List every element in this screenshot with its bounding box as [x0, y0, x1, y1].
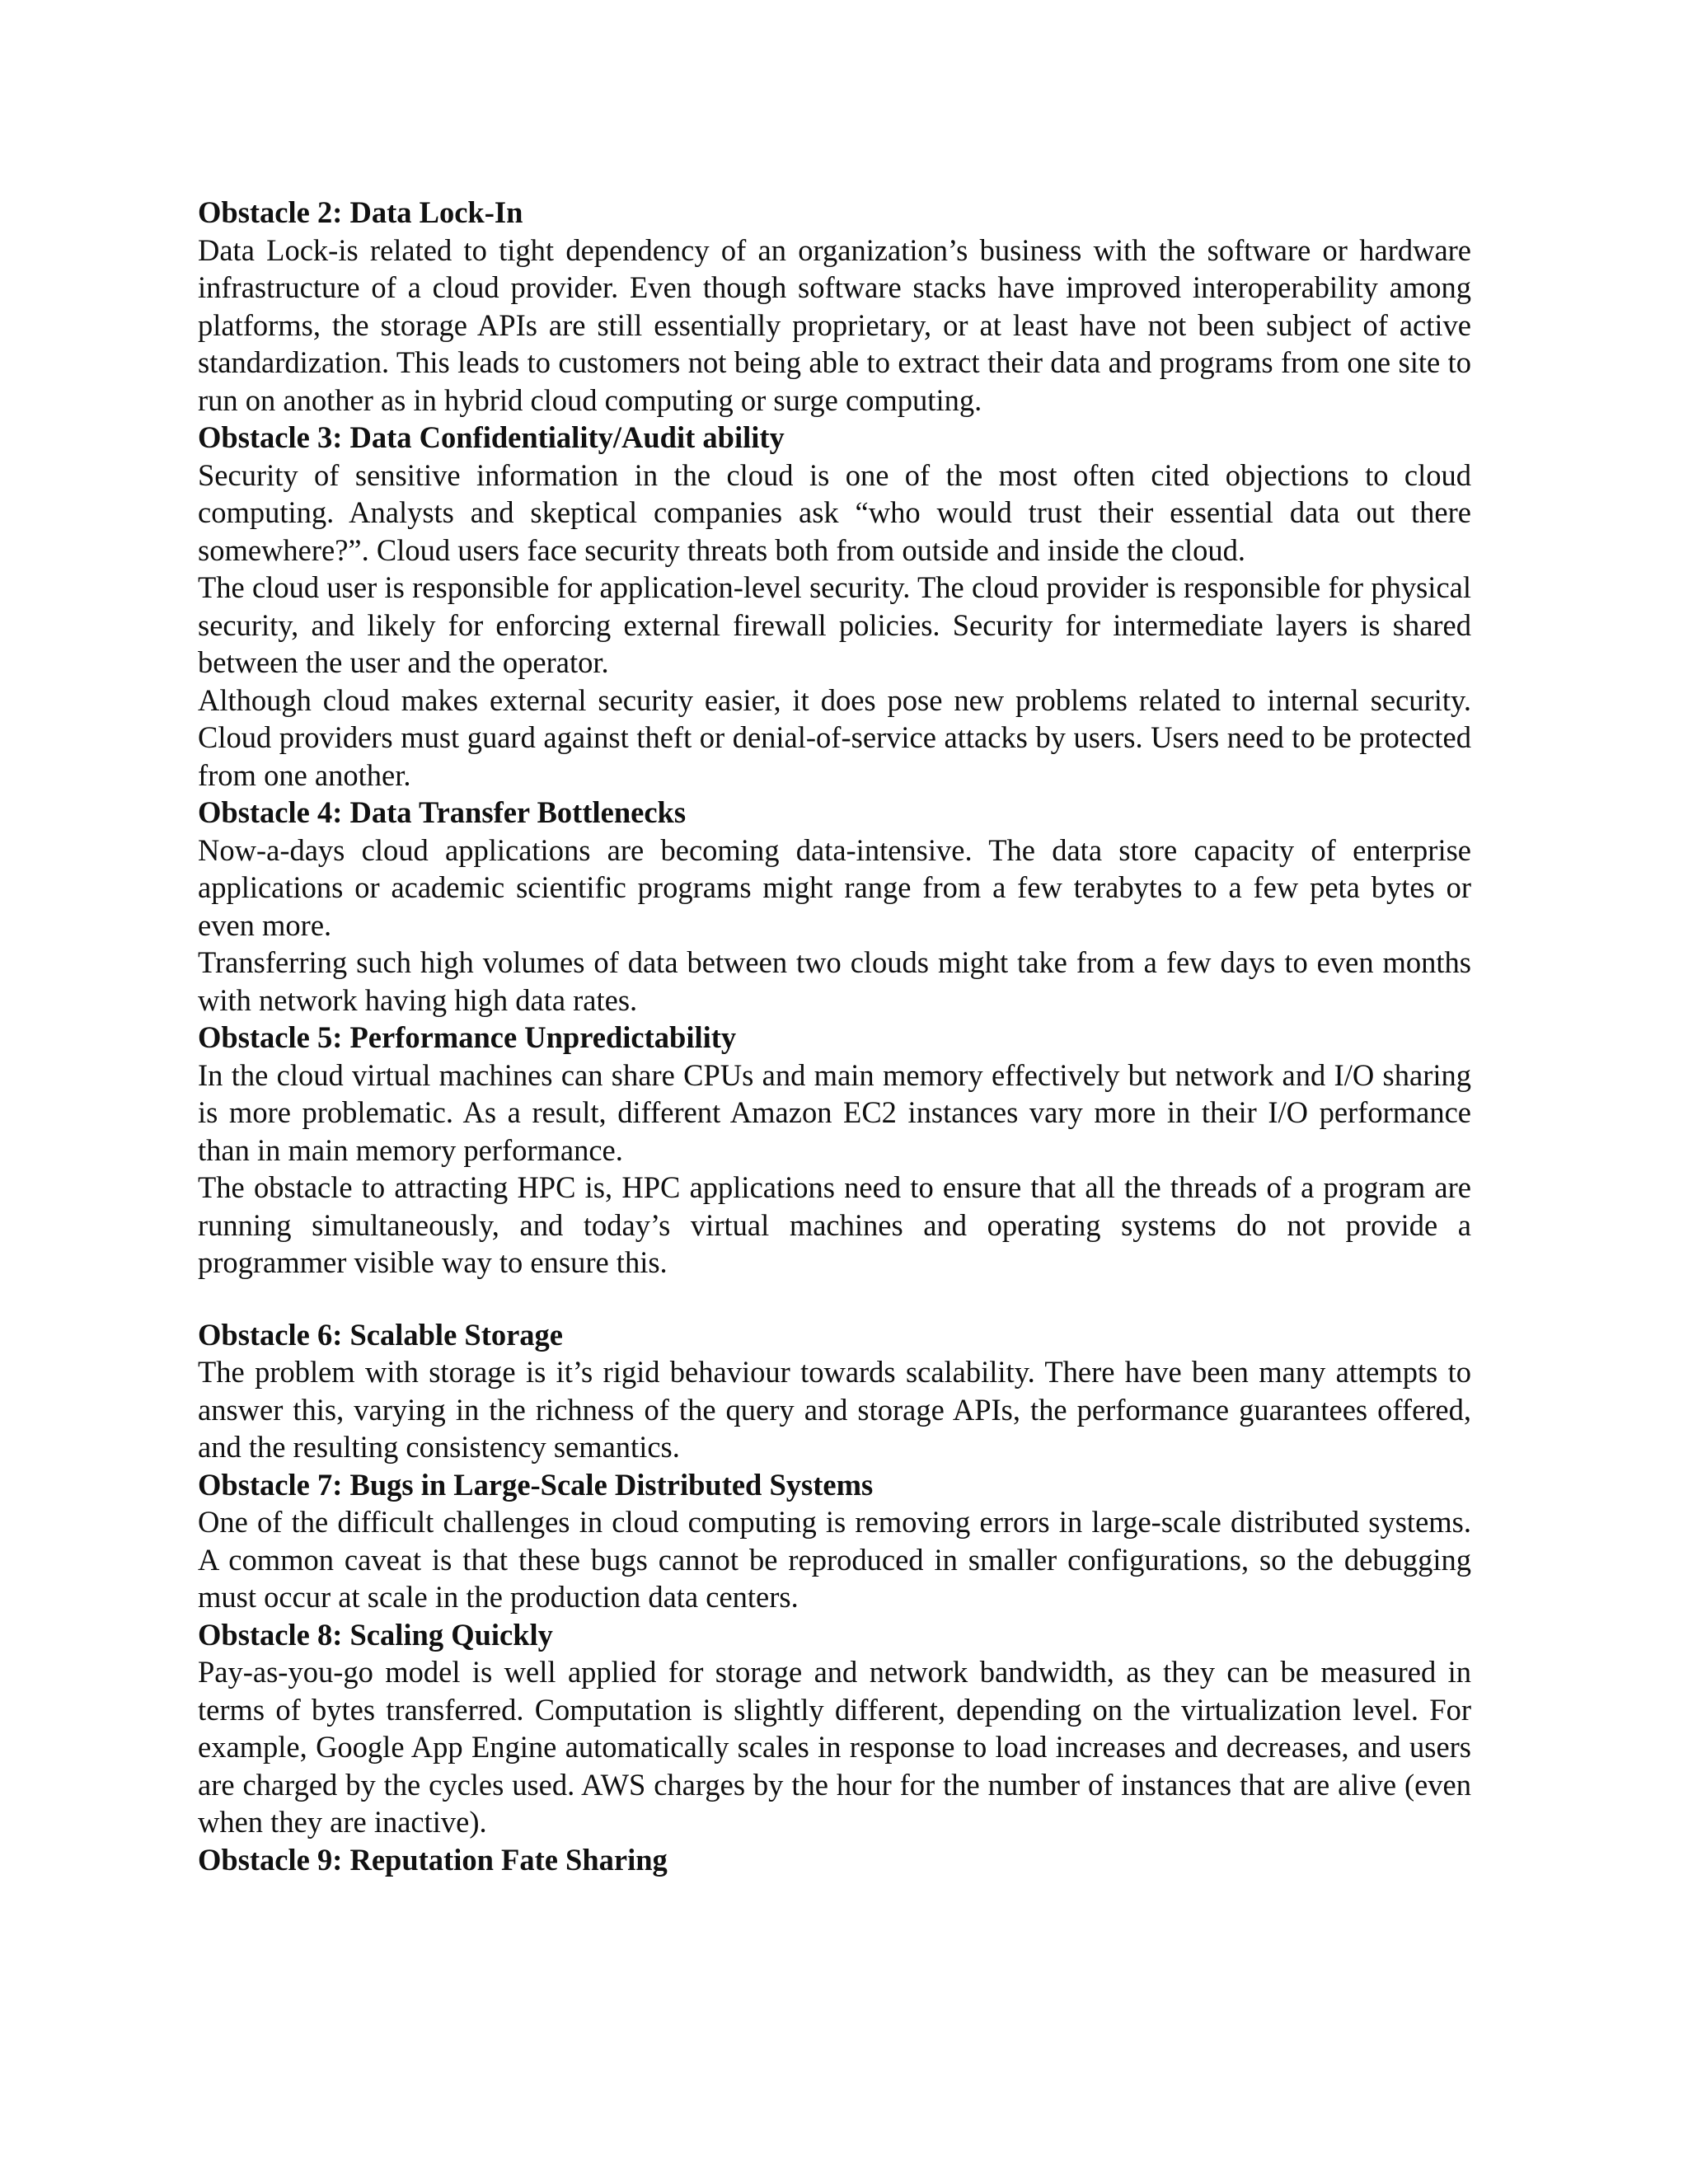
paragraph-vm-sharing: In the cloud virtual machines can share CPUs and main memory effectively but network and I/O sharing is more problematic. As a result, different Amazon EC2 instances vary more in their I/O performance than in main memory performance. — [198, 1057, 1471, 1167]
heading-obstacle-9: Obstacle 9: Reputation Fate Sharing — [198, 1842, 668, 1877]
paragraph-application-level-security: The cloud user is responsible for application-level security. The cloud provider is responsible for physical security, and likely for enforcing external firewall policies. Security for intermediate layers is shared between the user and the operator. — [198, 570, 1471, 679]
paragraph-distributed-bugs: One of the difficult challenges in cloud computing is removing errors in large-scale distributed systems. A common caveat is that these bugs cannot be reproduced in smaller configurations, so the debugging must occur at scale in the production data centers. — [198, 1505, 1471, 1614]
document-page — [198, 194, 1471, 1878]
heading-obstacle-3: Obstacle 3: Data Confidentiality/Audit ability — [198, 420, 785, 454]
paragraph-internal-security: Although cloud makes external security easier, it does pose new problems related to internal security. Cloud providers must guard against theft or denial-of-service attacks by users. Users need to be protected from one another. — [198, 682, 1471, 792]
paragraph-storage-scalability: The problem with storage is it’s rigid behaviour towards scalability. There have been many attempts to answer this, varying in the richness of the query and storage APIs, the performance guarantees offered, and the resulting consistency semantics. — [198, 1355, 1471, 1464]
heading-obstacle-8: Obstacle 8: Scaling Quickly — [198, 1617, 553, 1652]
heading-obstacle-7: Obstacle 7: Bugs in Large-Scale Distributed Systems — [198, 1467, 874, 1502]
paragraph-hpc-obstacle: The obstacle to attracting HPC is, HPC applications need to ensure that all the threads of a program are running simultaneously, and today’s virtual machines and operating systems do not provide a programmer visible way to ensure this. — [198, 1170, 1471, 1279]
heading-obstacle-4: Obstacle 4: Data Transfer Bottlenecks — [198, 795, 687, 829]
paragraph-pay-as-you-go: Pay-as-you-go model is well applied for storage and network bandwidth, as they can be measured in terms of bytes transferred. Computation is slightly different, depending on the virtualization level. For example, Google App Engine automatically scales in response to load increases and decreases, and users are charged by the cycles used. AWS charges by the hour for the number of instances that are alive (even when they are inactive). — [198, 1655, 1471, 1839]
paragraph-security-sensitive-info: Security of sensitive information in the cloud is one of the most often cited objections to cloud computing. Analysts and skeptical companies ask “who would trust their essential data out there somewhere?”. Cloud users face security threats both from outside and inside the cloud. — [198, 457, 1471, 567]
heading-obstacle-6: Obstacle 6: Scalable Storage — [198, 1317, 564, 1352]
paragraph-data-intensive: Now-a-days cloud applications are becoming data-intensive. The data store capacity of enterprise applications or academic scientific programs might range from a few terabytes to a few peta bytes or even more. — [198, 832, 1471, 942]
paragraph-data-lock-in: Data Lock-is related to tight dependency of an organization’s business with the software or hardware infrastructure of a cloud provider. Even though software stacks have improved interoperability among platforms, the storage APIs are still essentially proprietary, or at least have not been subject of active standardization. This leads to customers not being able to extract their data and programs from one site to run on another as in hybrid cloud computing or surge computing. — [198, 232, 1471, 417]
heading-obstacle-2: Obstacle 2: Data Lock-In — [198, 195, 523, 229]
paragraph-transferring-volumes: Transferring such high volumes of data between two clouds might take from a few days to even months with network having high data rates. — [198, 945, 1471, 1017]
blank-line — [198, 1282, 1471, 1316]
heading-obstacle-5: Obstacle 5: Performance Unpredictability — [198, 1020, 737, 1054]
